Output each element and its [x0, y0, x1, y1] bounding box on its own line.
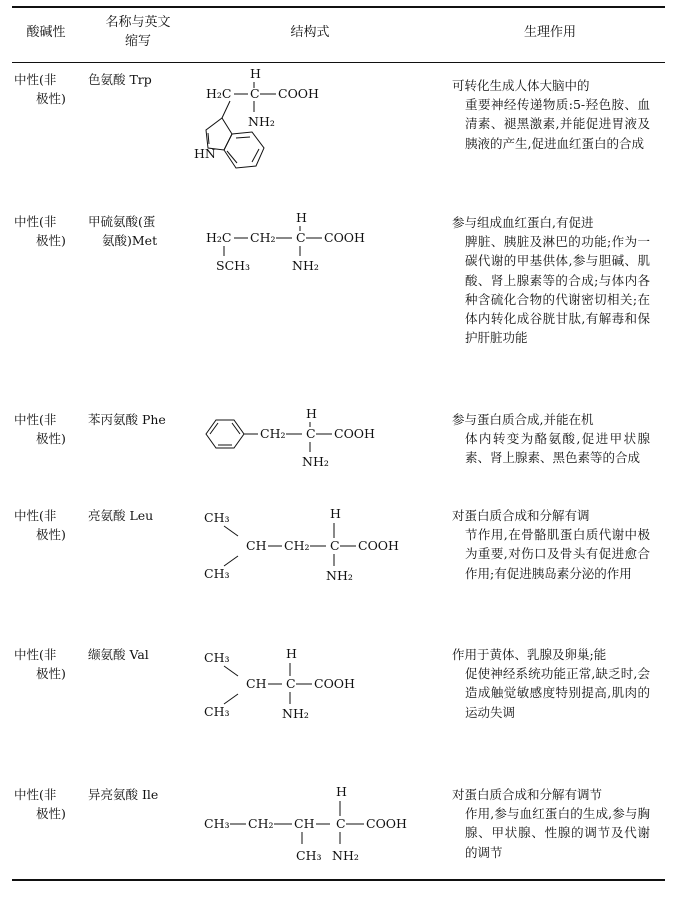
- name-line1: 异亮氨酸 Ile: [88, 787, 159, 802]
- acidity-line1: 中性(非: [14, 214, 57, 229]
- acidity-line1: 中性(非: [14, 508, 57, 523]
- phenyl-ring: [206, 420, 244, 448]
- name-line1: 甲硫氨酸(蛋: [88, 214, 156, 229]
- atom-h: H: [336, 784, 347, 799]
- name-line1: 苯丙氨酸 Phe: [88, 412, 166, 427]
- structure-phe: [200, 406, 440, 476]
- function-rest: 促使神经系统功能正常,缺乏时,会造成触觉敏感度特别提高,肌肉的运动失调: [465, 666, 650, 720]
- structure-leu: [200, 506, 440, 592]
- atom-nh2: NH₂: [326, 568, 353, 583]
- acidity-line2: 极性): [36, 806, 66, 822]
- atom-nh2: NH₂: [292, 258, 319, 273]
- name-line2: 氨酸)Met: [102, 233, 158, 249]
- atom-h: H: [286, 646, 297, 661]
- atom-ch3-lower: CH₃: [204, 566, 230, 581]
- function-first-line: 作用于黄体、乳腺及卵巢;能: [452, 647, 607, 662]
- header-name-line1: 名称与英文: [105, 15, 171, 30]
- name-line1: 缬氨酸 Val: [88, 647, 149, 662]
- acidity-line2: 极性): [36, 91, 66, 107]
- row-ile-acidity: [14, 785, 82, 823]
- acidity-line2: 极性): [36, 527, 66, 543]
- header-function: 生理作用: [523, 25, 576, 40]
- atom-cooh: COOH: [278, 86, 319, 101]
- atom-c-alpha: C: [286, 676, 296, 691]
- atom-nh2: NH₂: [282, 706, 309, 721]
- structure-met: [200, 208, 440, 278]
- atom-ch3-upper: CH₃: [204, 510, 230, 525]
- structure-trp: [190, 66, 440, 196]
- header-name: [86, 13, 190, 51]
- atom-ch3-branch: CH₃: [296, 848, 322, 863]
- acidity-line2: 极性): [36, 233, 66, 249]
- acidity-line2: 极性): [36, 666, 66, 682]
- atom-ch3-upper: CH₃: [204, 650, 230, 665]
- atom-h2c: H₂C: [206, 230, 232, 245]
- row-phe-function: [452, 410, 650, 468]
- row-trp-acidity: [14, 70, 82, 108]
- atom-cooh: COOH: [314, 676, 355, 691]
- acidity-line1: 中性(非: [14, 72, 57, 87]
- atom-nh2: NH₂: [332, 848, 359, 863]
- row-phe-name: [88, 410, 188, 429]
- acidity-line1: 中性(非: [14, 412, 57, 427]
- acidity-line2: 极性): [36, 431, 66, 447]
- atom-h: H: [296, 210, 307, 225]
- header-name-line2: 缩写: [124, 34, 151, 49]
- acidity-line1: 中性(非: [14, 787, 57, 802]
- atom-ch: CH: [246, 676, 267, 691]
- atom-cooh: COOH: [334, 426, 375, 441]
- row-val-name: [88, 645, 188, 664]
- header-structure: 结构式: [290, 25, 330, 40]
- atom-cooh: COOH: [366, 816, 407, 831]
- table-header-rule: [12, 62, 665, 63]
- atom-ch3-lower: CH₃: [204, 704, 230, 719]
- function-first-line: 参与组成血红蛋白,有促进: [452, 215, 594, 230]
- row-ile-function: [452, 785, 650, 862]
- atom-cooh: COOH: [324, 230, 365, 245]
- function-rest: 作用,参与血红蛋白的生成,参与胸腺、甲状腺、性腺的调节及代谢的调节: [465, 806, 650, 860]
- row-trp-name: [88, 70, 188, 89]
- function-first-line: 对蛋白质合成和分解有调: [452, 508, 590, 523]
- atom-ch3: CH₃: [204, 816, 230, 831]
- row-val-function: [452, 645, 650, 722]
- name-line1: 色氨酸 Trp: [88, 72, 152, 87]
- row-leu-acidity: [14, 506, 82, 544]
- atom-c-alpha: C: [306, 426, 316, 441]
- row-leu-function: [452, 506, 650, 583]
- function-rest: 重要神经传递物质:5-羟色胺、血清素、褪黑激素,并能促进胃液及胰液的产生,促进血红蛋白的合成: [465, 97, 650, 151]
- table-top-rule: [12, 6, 665, 8]
- atom-ch2: CH₂: [260, 426, 286, 441]
- atom-nh2: NH₂: [302, 454, 329, 469]
- atom-hn: HN: [194, 146, 216, 161]
- row-met-name: [88, 212, 188, 250]
- name-line1: 亮氨酸 Leu: [88, 508, 154, 523]
- atom-c-alpha: C: [250, 86, 260, 101]
- atom-nh2: NH₂: [248, 114, 275, 129]
- structure-val: [200, 644, 440, 730]
- atom-c-alpha: C: [330, 538, 340, 553]
- row-val-acidity: [14, 645, 82, 683]
- atom-h: H: [330, 506, 341, 521]
- function-first-line: 对蛋白质合成和分解有调节: [452, 787, 603, 802]
- atom-ch: CH: [294, 816, 315, 831]
- function-rest: 脾脏、胰脏及淋巴的功能;作为一碳代谢的甲基供体,参与胆碱、肌酸、肾上腺素等的合成;与体内各种含硫化合物的代谢密切相关;在体内转化成谷胱甘肽,有解毒和保护肝脏功能: [465, 234, 650, 346]
- atom-sch3: SCH₃: [216, 258, 251, 273]
- acidity-line1: 中性(非: [14, 647, 57, 662]
- atom-ch2: CH₂: [250, 230, 276, 245]
- row-ile-name: [88, 785, 188, 804]
- atom-h: H: [306, 406, 317, 421]
- function-first-line: 参与蛋白质合成,并能在机: [452, 412, 594, 427]
- atom-c-alpha: C: [336, 816, 346, 831]
- table-bottom-rule: [12, 879, 665, 881]
- function-rest: 体内转变为酪氨酸,促进甲状腺素、肾上腺素、黑色素等的合成: [465, 431, 650, 466]
- atom-c-alpha: C: [296, 230, 306, 245]
- row-met-acidity: [14, 212, 82, 250]
- atom-cooh: COOH: [358, 538, 399, 553]
- atom-h2c: H₂C: [206, 86, 232, 101]
- function-first-line: 可转化生成人体大脑中的: [452, 78, 590, 93]
- row-leu-name: [88, 506, 188, 525]
- row-met-function: [452, 213, 650, 347]
- atom-h: H: [250, 66, 261, 81]
- function-rest: 节作用,在骨骼肌蛋白质代谢中极为重要,对伤口及骨头有促进愈合作用;有促进胰岛素分泌的作用: [465, 527, 650, 581]
- atom-ch: CH: [246, 538, 267, 553]
- header-acidity: 酸碱性: [26, 25, 66, 40]
- atom-ch2: CH₂: [284, 538, 310, 553]
- structure-ile: [200, 784, 440, 870]
- row-phe-acidity: [14, 410, 82, 448]
- row-trp-function: [452, 76, 650, 153]
- atom-ch2: CH₂: [248, 816, 274, 831]
